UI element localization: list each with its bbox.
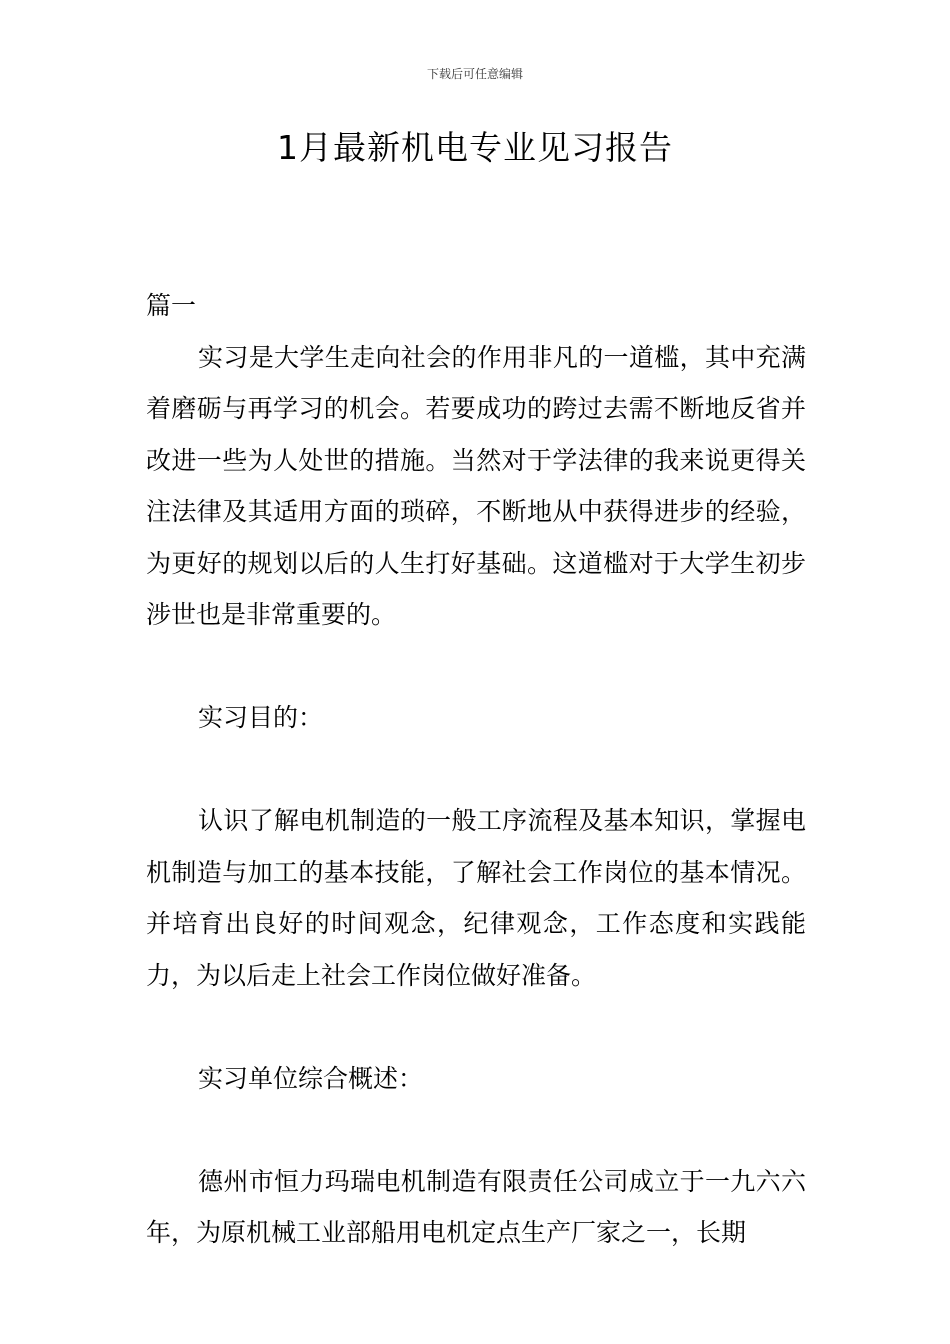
paragraph-spacer <box>146 744 806 796</box>
unit-paragraph: 德州市恒力玛瑞电机制造有限责任公司成立于一九六六年，为原机械工业部船用电机定点生产厂家之一，长期 <box>146 1166 806 1247</box>
paragraph-spacer <box>146 1001 806 1053</box>
intro-paragraph: 实习是大学生走向社会的作用非凡的一道槛，其中充满着磨砺与再学习的机会。若要成功的跨过去需不断地反省并改进一些为人处世的措施。当然对于学法律的我来说更得关注法律及其适用方面的琐碎，不断地从中获得进步的经验，为更好的规划以后的人生打好基础。这道槛对于大学生初步涉世也是非常重要的。 <box>146 342 806 629</box>
paragraph-spacer <box>146 641 806 693</box>
section-label: 篇一 <box>146 291 197 320</box>
paragraph-spacer <box>146 1104 806 1156</box>
document-body <box>146 280 806 1259</box>
page-header-note: 下载后可任意编辑 <box>426 67 523 81</box>
purpose-heading: 实习目的： <box>198 703 324 732</box>
document-title: 1月最新机电专业见习报告 <box>277 128 673 167</box>
purpose-paragraph: 认识了解电机制造的一般工序流程及基本知识，掌握电机制造与加工的基本技能，了解社会工作岗位的基本情况。并培育出良好的时间观念，纪律观念，工作态度和实践能力，为以后走上社会工作岗位做好准备。 <box>146 806 806 990</box>
unit-heading: 实习单位综合概述： <box>198 1063 424 1093</box>
